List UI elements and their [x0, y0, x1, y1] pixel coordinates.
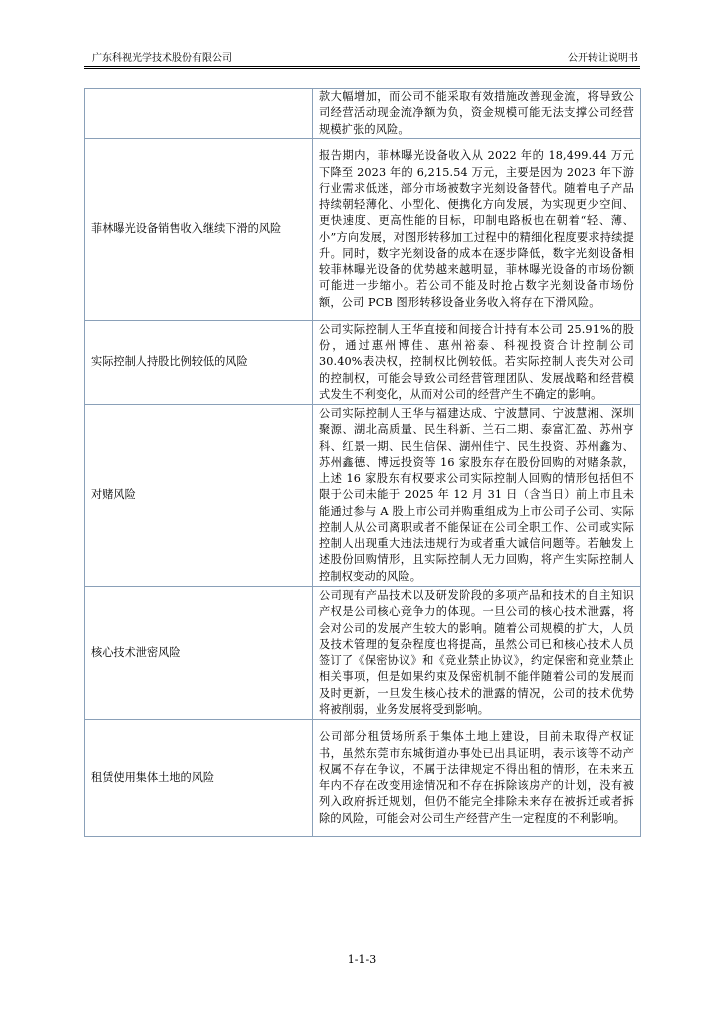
header-company-name: 广东科视光学技术股份有限公司	[92, 53, 232, 64]
risk-description-cell: 公司部分租赁场所系于集体土地上建设，目前未取得产权证书，虽然东莞市东城街道办事处已出具证明，表示该等不动产权属不存在争议，不属于法律规定不得出租的情形，在未来五年内不存在改变用途情况和不存在拆除该房产的计划，没有被列入政府拆迁规划，但仍不能完全排除未来存在被拆迁或者拆除的风险，可能会对公司生产经营产生一定程度的不利影响。	[313, 720, 641, 837]
risk-description-cell: 款大幅增加，而公司不能采取有效措施改善现金流，将导致公司经营活动现金流净额为负，资金规模可能无法支撑公司经营规模扩张的风险。	[313, 89, 641, 139]
page-number: 1-1-3	[347, 953, 377, 966]
risk-description-cell: 公司实际控制人王华直接和间接合计持有本公司 25.91%的股份，通过惠州博佳、惠州裕泰、科视投资合计控制公司30.40%表决权，控制权比例较低。若实际控制人丧失对公司的控制权，可能会导致公司经营管理团队、发展战略和经营模式发生不利变化，从而对公司的经营产生不确定的影响。	[313, 321, 641, 405]
risk-name-cell: 实际控制人持股比例较低的风险	[85, 321, 313, 405]
table-row	[85, 587, 641, 720]
table-row	[85, 139, 641, 321]
header-document-title: 公开转让说明书	[568, 53, 638, 64]
risk-description-cell: 报告期内，菲林曝光设备收入从 2022 年的 18,499.44 万元下降至 2023 年的 6,215.54 万元，主要是因为 2023 年下游行业需求低迷，部分市场被数字光刻设备替代。随着电子产品持续朝轻薄化、小型化、便携化方向发展，为实现更少空间、更快速度、更高性能的目标，印制电路板也在朝着“轻、薄、小”方向发展，对图形转移加工过程中的精细化程度要求持续提升。同时，数字光刻设备的成本在逐步降低，数字光刻设备相较菲林曝光设备的优势越来越明显，菲林曝光设备的市场份额可能进一步缩小。若公司不能及时抢占数字光刻设备市场份额，公司 PCB 图形转移设备业务收入将存在下滑风险。	[313, 139, 641, 321]
table-row	[85, 89, 641, 139]
table-row	[85, 321, 641, 405]
table-row	[85, 720, 641, 837]
risk-name-cell	[85, 89, 313, 139]
header-rule	[84, 68, 640, 69]
risk-name-cell: 对赌风险	[85, 405, 313, 587]
risk-name-cell: 核心技术泄密风险	[85, 587, 313, 720]
risk-name-cell: 菲林曝光设备销售收入继续下滑的风险	[85, 139, 313, 321]
page-header	[84, 50, 640, 67]
risk-name-cell: 租赁使用集体土地的风险	[85, 720, 313, 837]
risk-description-cell: 公司实际控制人王华与福建达成、宁波慧同、宁波慧湘、深圳聚源、湖北高质量、民生科新、兰石二期、泰富汇盈、苏州亨科、红景一期、民生信保、湖州佳宁、民生投资、苏州鑫为、苏州鑫德、博远投资等 16 家股东存在股份回购的对赌条款，上述 16 家股东有权要求公司实际控制人回购的情形包括但不限于公司未能于 2025 年 12 月 31 日（含当日）前上市且未能通过参与 A 股上市公司并购重组成为上市公司子公司、实际控制人从公司离职或者不能保证在公司全职工作、公司或实际控制人出现重大违法违规行为或者重大诚信问题等。若触发上述股份回购情形，且实际控制人无力回购，将产生实际控制人控制权变动的风险。	[313, 405, 641, 587]
risk-table	[84, 88, 641, 837]
risk-description-cell: 公司现有产品技术以及研发阶段的多项产品和技术的自主知识产权是公司核心竞争力的体现。一旦公司的核心技术泄露，将会对公司的发展产生较大的影响。随着公司规模的扩大，人员及技术管理的复杂程度也将提高，虽然公司已和核心技术人员签订了《保密协议》和《竞业禁止协议》，约定保密和竞业禁止相关事项，但是如果约束及保密机制不能伴随着公司的发展而及时更新，一旦发生核心技术的泄露的情况，公司的技术优势将被削弱，业务发展将受到影响。	[313, 587, 641, 720]
table-row	[85, 405, 641, 587]
